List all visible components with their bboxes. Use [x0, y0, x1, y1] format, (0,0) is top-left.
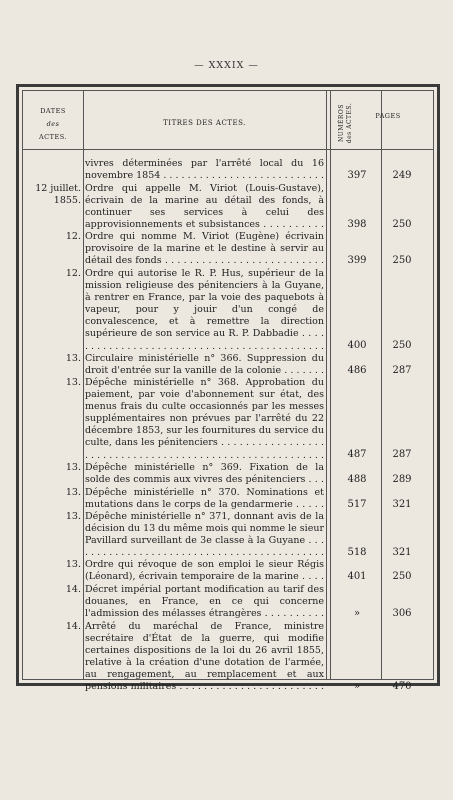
row-title-text: Circulaire ministérielle n° 366. Suppression du droit d'entrée sur la vanille de la colonie	[85, 353, 324, 377]
row-date: 14.	[65, 621, 81, 632]
row-title-text: Dépêche ministérielle n° 368. Approbation du paiement, par voie d'abonnement sur état, des menus frais du culte occasionnés par les messes supplémentaires non prévues par l'arrêté du 22 décembre 1853, sur les fournitures du service du culte, dans les pénitenciers	[85, 377, 324, 449]
row-title-text: Ordre qui nomme M. Viriot (Eugène) écrivain provisoire de la marine et le destine à servir au détail des fonds	[85, 231, 324, 267]
row-date: 12 juillet. 1855.	[35, 183, 81, 207]
row-title	[85, 462, 324, 486]
row-date: 13.	[65, 559, 81, 570]
row-numero: 487	[347, 449, 367, 460]
row-title	[85, 559, 324, 583]
row-title-text: Dépêche ministérielle n° 370. Nominations et mutations dans le corps de la gendarmerie	[85, 487, 324, 511]
row-title	[85, 584, 324, 620]
row-date: 14.	[65, 584, 81, 595]
row-page: 250	[392, 571, 412, 582]
row-page: 287	[392, 365, 412, 376]
dates-header-line: ACTES.	[38, 133, 68, 141]
row-page: 289	[392, 474, 412, 485]
column-divider	[326, 91, 327, 679]
column-header-pages: PAGES	[375, 112, 401, 120]
row-date: 13.	[65, 462, 81, 473]
row-title	[85, 231, 324, 267]
page-header: — XXXIX —	[194, 60, 259, 71]
row-numero: 398	[347, 219, 367, 230]
row-numero: 488	[347, 474, 367, 485]
row-page: 321	[392, 547, 412, 558]
row-page: 306	[392, 608, 412, 619]
row-numero: »	[353, 608, 361, 619]
row-title	[85, 158, 324, 182]
dates-header-line: des	[46, 120, 60, 128]
row-date: 13.	[65, 511, 81, 522]
row-title	[85, 621, 324, 693]
row-page: 470	[392, 681, 412, 692]
column-header-dates	[23, 105, 83, 144]
column-header-numeros: NUMÉROS des ACTES.	[338, 102, 353, 144]
row-title-text: Dépêche ministérielle n° 371, donnant avis de la décision du 13 du même mois qui nomme le sieur Pavillard surveillant de 3e classe à la Guyane	[85, 511, 324, 547]
row-title-text: Dépêche ministérielle n° 369. Fixation de la solde des commis aux vivres des pénitenciers	[85, 462, 324, 486]
row-title-text: Arrêté du maréchal de France, ministre secrétaire d'État de la guerre, qui modifie certaines dispositions de la loi du 26 avril 1855, relative à la création d'une dotation de l'armée, au rengagement, au remplacement et aux pensions militaires	[85, 621, 324, 693]
row-numero: 518	[347, 547, 367, 558]
row-page: 250	[392, 255, 412, 266]
row-title	[85, 183, 324, 231]
row-page: 287	[392, 449, 412, 460]
row-numero: 397	[347, 170, 367, 181]
row-page: 250	[392, 219, 412, 230]
row-date: 13.	[65, 353, 81, 364]
row-numero: »	[353, 681, 361, 692]
row-title-text: Ordre qui appelle M. Viriot (Louis-Gustave), écrivain de la marine au détail des fonds, à continuer ses services à celui des approvisionnements et subsistances	[85, 183, 324, 231]
column-header-titles: TITRES DES ACTES.	[163, 119, 246, 127]
dates-header-line: DATES	[40, 107, 66, 115]
row-title-text: vivres déterminées par l'arrêté local du 16 novembre 1854	[85, 158, 324, 182]
row-page: 250	[392, 340, 412, 351]
header-divider	[23, 149, 433, 150]
row-title	[85, 353, 324, 377]
row-numero: 399	[347, 255, 367, 266]
row-numero: 517	[347, 499, 367, 510]
row-date: 12.	[65, 268, 81, 279]
row-date: 12.	[65, 231, 81, 242]
row-title	[85, 268, 324, 352]
row-page: 321	[392, 499, 412, 510]
row-title	[85, 511, 324, 559]
row-numero: 486	[347, 365, 367, 376]
row-title	[85, 487, 324, 511]
row-page: 249	[392, 170, 412, 181]
column-divider	[83, 91, 84, 679]
row-title-text: Décret impérial portant modification au tarif des douanes, en France, en ce qui concerne l'admission des mélasses étrangères	[85, 584, 324, 620]
row-date: 13.	[65, 377, 81, 388]
row-title	[85, 377, 324, 461]
row-title-text: Ordre qui révoque de son emploi le sieur Régis (Léonard), écrivain temporaire de la marine	[85, 559, 324, 583]
row-title-text: Ordre qui autorise le R. P. Hus, supérieur de la mission religieuse des pénitenciers à la Guyane, à rentrer en France, par la voie des paquebots à vapeur, pour y jouir d'un congé de convalescence, et à remettre la direction supérieure de son service au R. P. Dabbadie	[85, 268, 324, 340]
row-numero: 401	[347, 571, 367, 582]
table	[22, 90, 434, 693]
table-frame	[16, 84, 440, 693]
row-date: 13.	[65, 487, 81, 498]
row-numero: 400	[347, 340, 367, 351]
